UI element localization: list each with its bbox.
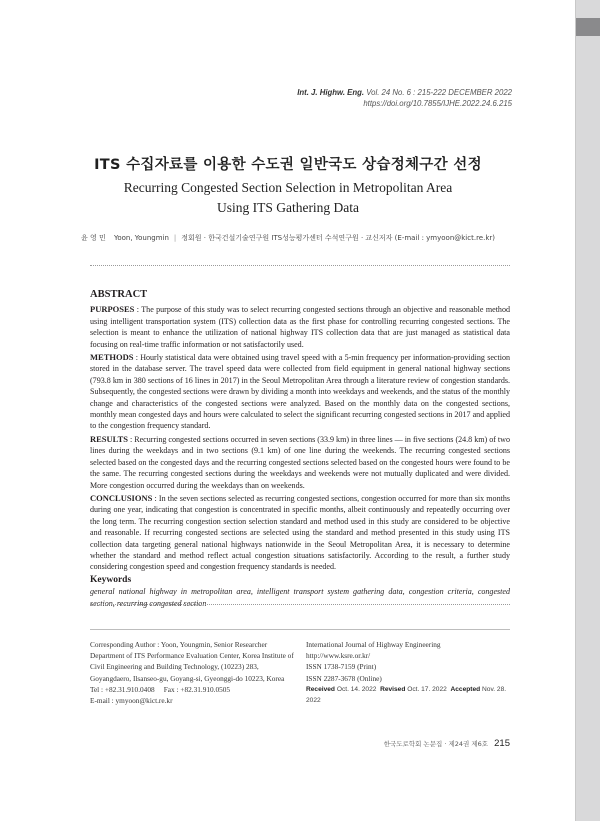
author-affiliation: 정회원 · 한국건설기술연구원 ITS성능평가센터 수석연구원 · 교신저자 (E-mail : ymyoon@kict.re.kr) — [181, 234, 495, 242]
abstract-conclusions — [90, 493, 510, 573]
journal-name: International Journal of Highway Engineering — [306, 640, 441, 649]
page-footer-journal: 한국도로학회 논문집 · 제24권 제6호 — [383, 740, 489, 748]
journal-info-block — [306, 639, 511, 706]
journal-doi[interactable]: https://doi.org/10.7855/IJHE.2022.24.6.215 — [363, 99, 512, 108]
journal-url[interactable]: http://www.ksre.or.kr/ — [306, 651, 371, 661]
side-tab — [575, 0, 600, 821]
abstract-heading: ABSTRACT — [90, 289, 148, 300]
footer-rule — [90, 629, 510, 630]
methods-text: : Hourly statistical data were obtained using travel speed with a 5-min frequency per information-providing section stored in the database server. The travel speed data were collected from field equipment in general national highway sections (793.8 km in 380 sections of 16 lines in 2017) in the Seoul Metropolitan Area through a literature review of congestion standards. Subsequently, the congested sections were drawn by dividing a month into weekdays and weekends, and the status of the monthly change and characteristics of the congested sections were analyzed. Based on the monthly data on the congested sections, monthly mean congested days and hours were calculated to select the significant recurring congested sections in 2017 and applied to the congestion frequency standard. — [90, 353, 510, 431]
revised-label: Revised — [380, 685, 406, 693]
abstract-methods — [90, 352, 510, 432]
received-date: Oct. 14. 2022 — [336, 685, 377, 693]
abstract-results — [90, 434, 510, 491]
conclusions-label: CONCLUSIONS — [90, 492, 153, 503]
submission-dates — [306, 684, 511, 706]
abstract-section — [90, 289, 510, 609]
issn-print: ISSN 1738-7159 (Print) — [306, 662, 377, 672]
page-footer — [384, 738, 510, 749]
author-name-korean: 윤 영 민 — [80, 234, 106, 242]
dotted-divider-bottom — [90, 604, 510, 605]
title-english-line2: Using ITS Gathering Data — [216, 200, 360, 215]
side-tab-mark — [576, 18, 600, 36]
corresponding-line: Department of ITS Performance Evaluation Center, Korea Institute of — [90, 651, 294, 661]
purposes-text: : The purpose of this study was to select recurring congested sections through an objective and reasonable method using intelligent transportation system (ITS) collection data as the first phase for controlling recurring congested sections. The selection is meant to enhance the utilization of national highway ITS collection data that are just managed as statistical data focusing on real-time traffic information or not satisfactorily used. — [90, 305, 510, 349]
purposes-label: PURPOSES — [90, 304, 135, 315]
corresponding-line: Corresponding Author : Yoon, Youngmin, Senior Researcher — [90, 640, 268, 649]
conclusions-text: : In the seven sections selected as recurring congested sections, congestion occurred for more than six months during one year, indicating that congestion is concentrated in specific months, albeit continuously and repeatedly occurring over the long term. The recurring congestion section selection standard and method used in this study are considered to be objective and reasonable. If recurring congested sections are selected using the standard and method presented in this study using ITS collection data targeting general national highways nationwide in the Seoul Metropolitan Area, it is necessary to determine whether the standard and method reflect actual congestion situations satisfactorily. According to the result, a further study considering congestion speed and congestion frequency standards is needed. — [90, 493, 510, 572]
issn-online: ISSN 2287-3678 (Online) — [306, 673, 382, 683]
methods-label: METHODS — [90, 352, 134, 363]
accepted-date: Nov. 28. 2022 — [306, 685, 507, 705]
corresponding-line: Civil Engineering and Building Technology, (10223) 283, — [90, 662, 259, 672]
results-text: : Recurring congested sections occurred in seven sections (33.9 km) in three lines — in five sections (24.8 km) of two lines during the weekdays and in two sections (9.1 km) of one line during the weekends. The recurring congested sections selected based on the congested days and the recurring congested sections selected based on the congested hours were found to be the same. The recurring congested sections during the weekdays and weekends were not mutually duplicated and were divided. More congestion occurred during the weekdays than on weekends. — [90, 434, 510, 490]
title-korean: ITS 수집자료를 이용한 수도권 일반국도 상습정체구간 선정 — [94, 157, 482, 173]
author-line — [0, 233, 576, 243]
revised-date: Oct. 17. 2022 — [407, 685, 447, 693]
corresponding-contact: Tel : +82.31.910.0408 Fax : +82.31.910.0505 — [90, 684, 231, 694]
author-separator: | — [173, 234, 177, 242]
received-label: Received — [306, 685, 335, 693]
results-label: RESULTS — [90, 433, 128, 444]
title-english — [0, 178, 576, 218]
keywords-text: general national highway in metropolitan area, intelligent transport system gathering data, congestion criteria, congested section, recurring congested section — [90, 587, 510, 608]
corresponding-line: Goyangdaero, Ilsanseo-gu, Goyang-si, Gyeonggi-do 10223, Korea — [90, 673, 285, 683]
journal-abbr: Int. J. Highw. Eng. — [297, 88, 365, 97]
abstract-purposes — [90, 304, 510, 350]
journal-citation — [297, 87, 512, 109]
title-english-line1: Recurring Congested Section Selection in Metropolitan Area — [123, 180, 453, 195]
dotted-divider-top — [90, 265, 510, 266]
journal-volume-info: Vol. 24 No. 6 : 215-222 DECEMBER 2022 — [366, 88, 512, 97]
keywords-heading: Keywords — [90, 574, 132, 585]
page-number: 215 — [494, 738, 510, 749]
author-name-english: Yoon, Youngmin — [113, 234, 169, 242]
corresponding-author-block — [90, 639, 295, 706]
corresponding-email: E-mail : ymyoon@kict.re.kr — [90, 696, 173, 706]
accepted-label: Accepted — [450, 685, 481, 693]
